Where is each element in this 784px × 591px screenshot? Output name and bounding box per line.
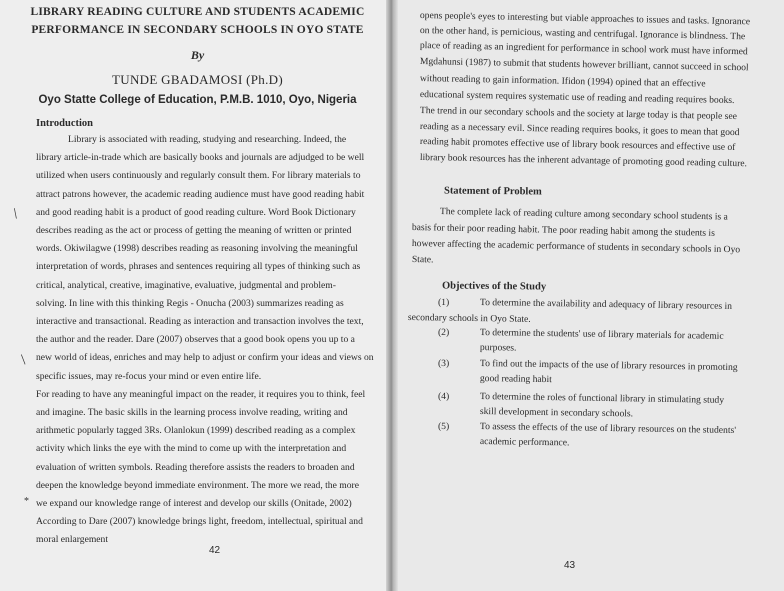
- body-line: utilized when users continuously and regularly consult them. For library materials to: [36, 170, 361, 182]
- body-line: library article-in-trade which are basically books and journals are adjudged to be well: [36, 152, 365, 164]
- article-title-line-2: PERFORMANCE IN SECONDARY SCHOOLS IN OYO STATE: [31, 24, 364, 36]
- objective-number: (3): [437, 357, 450, 370]
- objective-line: To determine the availability and adequacy of library resources in: [479, 297, 733, 312]
- page-number-right: 43: [564, 560, 576, 571]
- body-line: solving. In line with this thinking Regis - Onucha (2003) summarizes reading as: [36, 297, 344, 309]
- body-line: words. Okiwilagwe (1998) describes reading as reasoning involving the meaningful: [36, 243, 358, 255]
- objective-line: To determine the students' use of library materials for academic: [479, 327, 724, 342]
- right-page: [392, 0, 784, 591]
- body-line: Mgdahunsi (1987) to submit that students however brilliant, cannot succeed in school: [419, 55, 749, 73]
- body-line: The trend in our secondary schools and the society at large today is that people see: [419, 104, 738, 122]
- body-line: however affecting the academic performance of students in secondary schools in Oyo: [411, 238, 741, 256]
- body-line: we expand our knowledge range of interest and develop our skills (Onitade, 2002): [36, 498, 352, 509]
- body-line: interpretation of words, phrases and sentences requiring all types of thinking such as: [36, 261, 361, 273]
- body-line: Library is associated with reading, studying and researching. Indeed, the: [68, 134, 347, 145]
- body-line: evaluation of written symbols. Reading therefore assists the readers to broaden and: [36, 461, 355, 473]
- body-line: library book resources has the inherent advantage of promoting good reading culture.: [419, 152, 748, 170]
- author-affiliation: Oyo Statte College of Education, P.M.B. 1010, Oyo, Nigeria: [38, 94, 357, 106]
- pen-tick-mark: /: [10, 206, 22, 223]
- pen-asterisk-mark: *: [24, 496, 29, 507]
- body-line: For reading to have any meaningful impact on the reader, it requires you to think, feel: [36, 388, 366, 400]
- body-line: and good reading habit is a product of good reading culture. Word Book Dictionary: [36, 206, 356, 218]
- body-line: State.: [411, 254, 434, 266]
- body-line: According to Dare (2007) knowledge brings light, freedom, intellectual, spiritual and: [36, 516, 363, 528]
- objective-line: good reading habit: [479, 373, 552, 386]
- objective-number: (4): [437, 390, 450, 403]
- body-line: describes reading as the act or process of getting the meaning of written or printed: [36, 225, 352, 236]
- objective-line: secondary schools in Oyo State.: [407, 312, 531, 325]
- body-line: interactive and transactional. Reading as interaction and transaction involves the text,: [36, 316, 364, 327]
- body-line: arithmetic popularly tagged 3Rs. Olanlokun (1999) described reading as a complex: [36, 425, 356, 437]
- body-line: place of reading as an ingredient for performance in school work must have informed: [419, 40, 748, 58]
- body-line: new world of ideas, enriches and may help to adjust or confirm your ideas and views on: [36, 352, 374, 364]
- article-title-line-1: LIBRARY READING CULTURE AND STUDENTS ACADEMIC: [30, 6, 365, 18]
- body-line: critical, analytical, creative, imaginative, evaluative, judgmental and problem-: [36, 279, 336, 291]
- body-line: the author and the reader. Dare (2007) observes that a good book opens you up to a: [36, 334, 355, 346]
- objective-line: To assess the effects of the use of library resources on the students': [479, 421, 737, 437]
- body-line: without reading to gain information. Ifidon (1994) opined that an effective: [419, 73, 706, 90]
- body-line: deepen the knowledge beyond immediate environment. The more we read, the more: [36, 479, 359, 491]
- body-line: educational system requires systematic use of reading and reading requires books.: [419, 89, 735, 107]
- objective-line: skill development in secondary schools.: [479, 406, 634, 420]
- body-line: reading habit promotes effective use of library book resources and effective use of: [419, 136, 736, 154]
- objective-line: To determine the roles of functional library in stimulating study: [479, 391, 725, 406]
- book-gutter: [386, 0, 398, 591]
- objective-number: (2): [437, 326, 450, 339]
- byline: By: [190, 48, 205, 62]
- objective-line: To find out the impacts of the use of library resources in promoting: [479, 358, 738, 374]
- pen-tick-mark: /: [17, 352, 31, 368]
- introduction-heading: Introduction: [36, 118, 93, 129]
- author-name: TUNDE GBADAMOSI (Ph.D): [112, 72, 283, 87]
- body-line: specific issues, may re-focus your mind or even entire life.: [36, 370, 262, 382]
- objective-number: (1): [437, 296, 450, 309]
- objective-line: purposes.: [479, 342, 517, 354]
- body-line: The complete lack of reading culture among secondary school students is a: [439, 206, 728, 223]
- page-number-left: 42: [209, 545, 221, 556]
- statement-of-problem-heading: Statement of Problem: [443, 185, 542, 198]
- body-line: on the other hand, is pernicious, wasting and centrifugal. Ignorance is blindness. The: [419, 25, 746, 43]
- objective-line: academic performance.: [479, 436, 570, 449]
- objective-number: (5): [437, 420, 450, 433]
- body-line: basis for their poor reading habit. The poor reading habit among the students is: [411, 222, 715, 239]
- body-line: attract patrons however, the academic reading audience must have good reading habit: [36, 188, 365, 200]
- body-line: reading as a necessary evil. Since reading requires books, it goes to mean that good: [419, 120, 740, 138]
- body-line: opens people's eyes to interesting but viable approaches to issues and tasks. Ignorance: [419, 10, 751, 28]
- body-line: activity which links the eye with the mind to come up with the interpretation and: [36, 443, 347, 455]
- body-line: moral enlargement: [36, 534, 109, 546]
- body-line: and imagine. The basic skills in the learning process involve reading, writing and: [36, 407, 348, 418]
- objectives-heading: Objectives of the Study: [441, 280, 547, 293]
